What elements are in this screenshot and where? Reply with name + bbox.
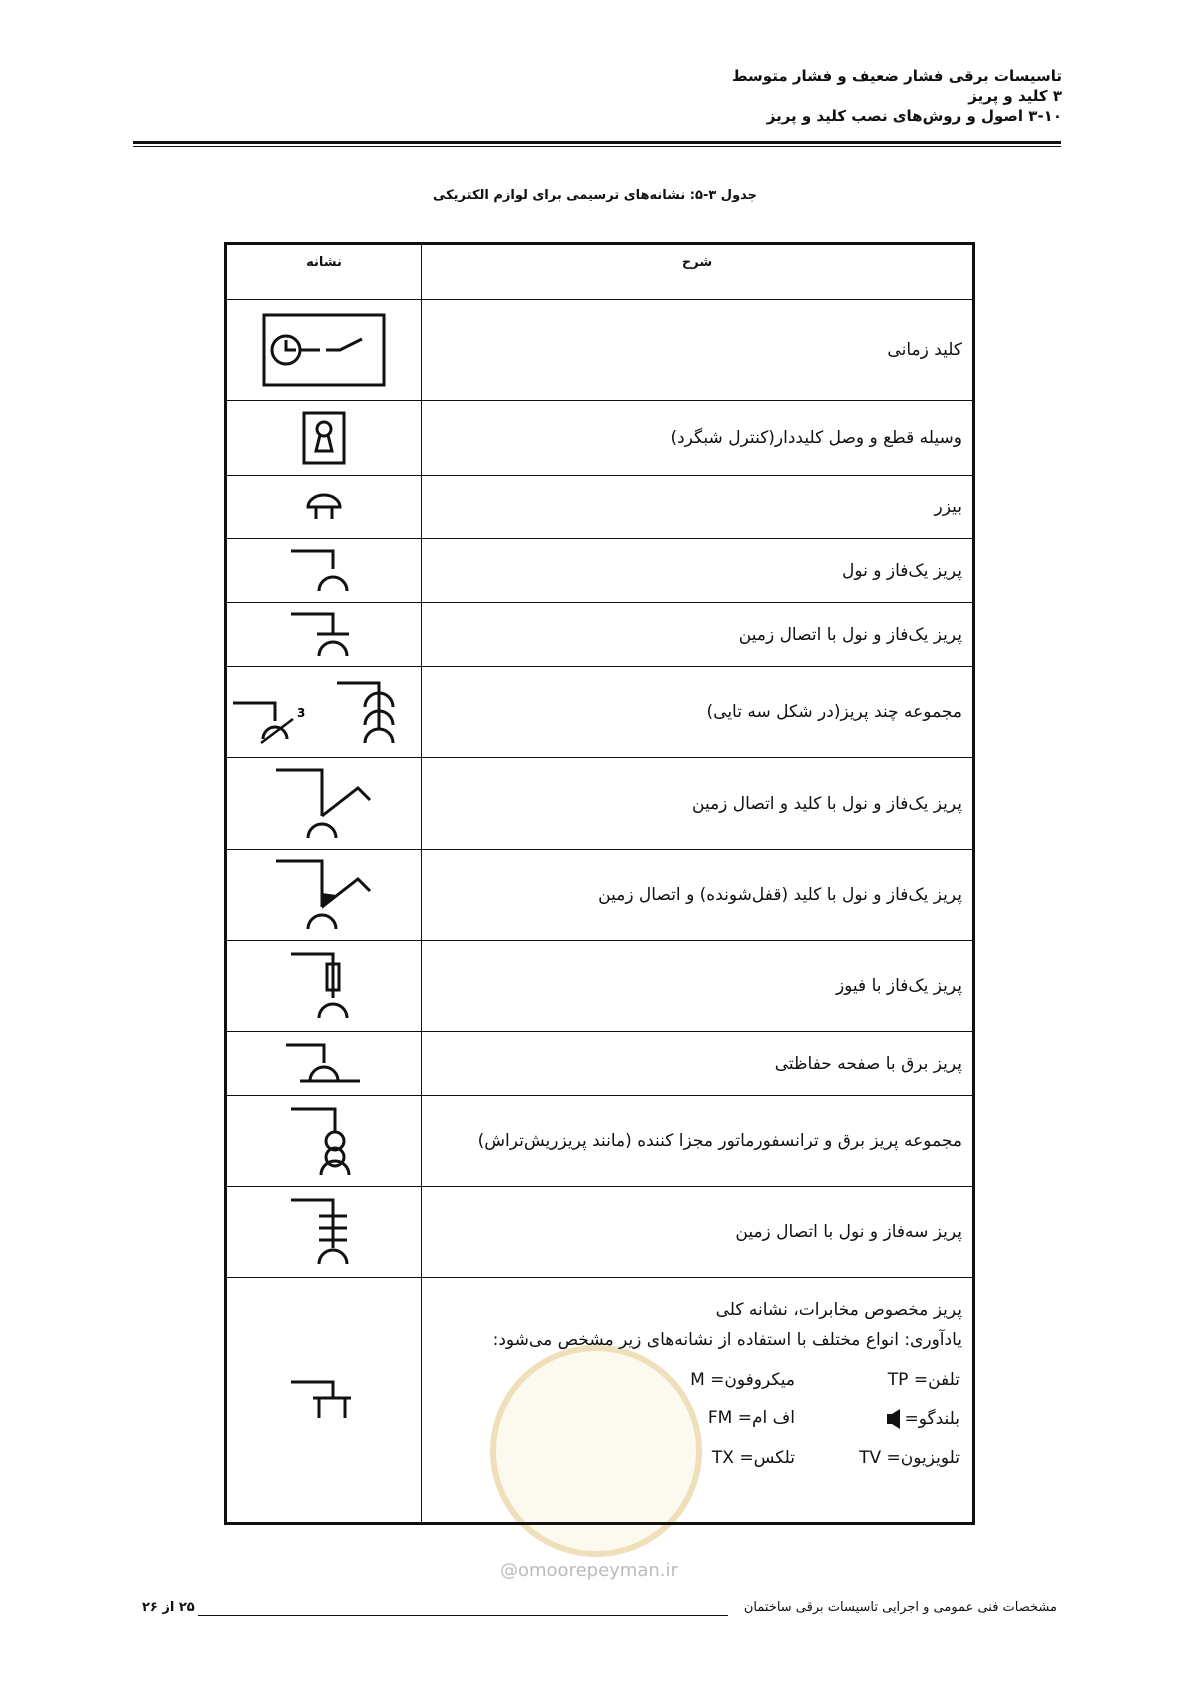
row-desc: پریز یک‌فاز و نول با اتصال زمین	[422, 603, 974, 667]
table-row	[226, 1032, 974, 1096]
table-row	[226, 758, 974, 850]
socket-transformer-icon	[289, 1105, 359, 1177]
symbols-table	[224, 242, 975, 1525]
col-desc-header: شرح	[422, 244, 974, 300]
table-row	[226, 1096, 974, 1187]
header-line-1: تاسیسات برقی فشار ضعیف و فشار متوسط	[731, 67, 1062, 85]
socket-earth-icon	[289, 610, 359, 660]
svg-text:3: 3	[297, 706, 306, 720]
table-header-row	[226, 244, 974, 300]
socket-fuse-icon	[289, 950, 359, 1022]
legend-item-speaker: =بلندگو	[795, 1408, 960, 1430]
row-desc: پریز یک‌فاز با فیوز	[422, 941, 974, 1032]
table-row	[226, 667, 974, 758]
header-line-3: ۳-۱۰ اصول و روش‌های نصب کلید و پریز	[766, 107, 1062, 125]
legend-item: TX =تلکس	[711, 1448, 795, 1468]
legend-item: TP =تلفن	[887, 1370, 960, 1390]
row-desc: پریز یک‌فاز و نول با کلید (قفل‌شونده) و اتصال زمین	[422, 850, 974, 941]
table-caption: جدول ۳-۵: نشانه‌های ترسیمی برای لوازم الکتریکی	[432, 188, 758, 203]
telecom-title: پریز مخصوص مخابرات، نشانه کلی	[715, 1300, 962, 1320]
row-desc: وسیله قطع و وصل کلیددار(کنترل شبگرد)	[422, 401, 974, 476]
footer-rule	[198, 1615, 728, 1616]
page-number: ۲۵ از ۲۶	[142, 1600, 195, 1615]
row-desc: کلید زمانی	[422, 300, 974, 401]
row-desc: بیزر	[422, 476, 974, 539]
table-row	[226, 603, 974, 667]
table-row	[226, 539, 974, 603]
multiple-socket-icon	[231, 677, 417, 747]
watermark-url: @omoorepeyman.ir	[500, 1560, 678, 1581]
row-desc: مجموعه چند پریز(در شکل سه تایی)	[422, 667, 974, 758]
telecom-socket-icon	[289, 1378, 359, 1422]
row-desc: پریز یک‌فاز و نول با کلید و اتصال زمین	[422, 758, 974, 850]
table-row	[226, 476, 974, 539]
table-row	[226, 941, 974, 1032]
telecom-desc-cell	[422, 1278, 974, 1524]
table-row	[226, 1187, 974, 1278]
key-switch-icon	[302, 411, 346, 465]
col-symbol-header: نشانه	[226, 244, 422, 300]
socket-icon	[289, 547, 359, 595]
legend-item: FM =اف ام	[707, 1408, 795, 1428]
buzzer-icon	[304, 493, 344, 521]
header-line-2: ۳ کلید و پریز	[968, 87, 1062, 105]
row-desc: پریز یک‌فاز و نول	[422, 539, 974, 603]
table-row	[226, 1278, 974, 1524]
telecom-legend	[630, 1370, 962, 1468]
socket-shutter-icon	[284, 1041, 364, 1087]
speaker-icon	[886, 1408, 902, 1430]
socket-switch-icon	[274, 766, 374, 842]
row-desc: پریز برق با صفحه حفاظتی	[422, 1032, 974, 1096]
table-row	[226, 850, 974, 941]
telecom-note: یادآوری: انواع مختلف با استفاده از نشانه‌های زیر مشخص می‌شود:	[492, 1330, 962, 1350]
socket-interlock-icon	[274, 857, 374, 933]
legend-item: TV =تلویزیون	[859, 1448, 960, 1468]
three-phase-socket-icon	[289, 1196, 359, 1268]
time-switch-icon	[262, 313, 386, 387]
legend-item: M =میکروفون	[690, 1370, 795, 1390]
header-rule-thin	[133, 146, 1061, 147]
table-row	[226, 401, 974, 476]
row-desc: مجموعه پریز برق و ترانسفورماتور مجزا کننده (مانند پریزریش‌تراش)	[422, 1096, 974, 1187]
header-rule	[133, 141, 1061, 144]
document-header	[462, 66, 1062, 126]
row-desc: پریز سه‌فاز و نول با اتصال زمین	[422, 1187, 974, 1278]
footer-title: مشخصات فنی عمومی و اجرایی تاسیسات برقی ساختمان	[743, 1600, 1057, 1615]
table-row	[226, 300, 974, 401]
